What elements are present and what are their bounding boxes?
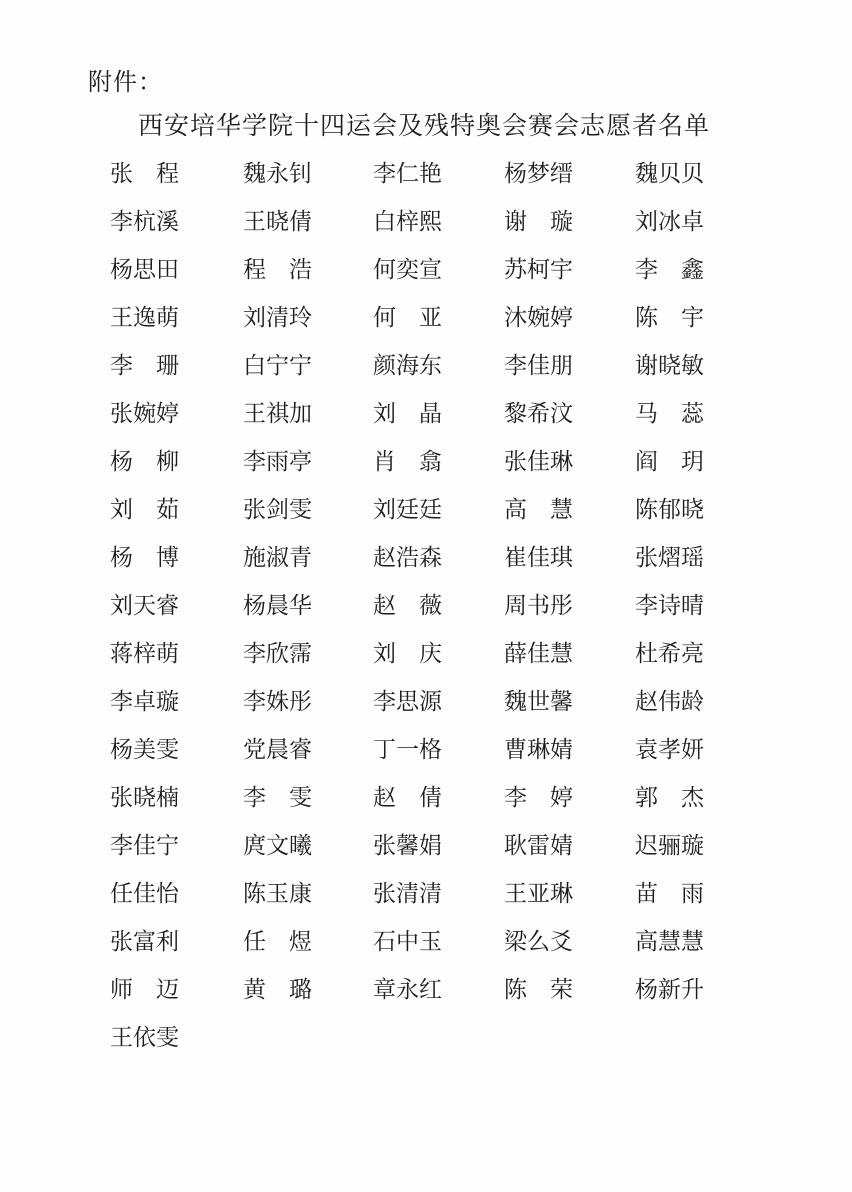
volunteer-name: 刘廷廷 xyxy=(373,497,442,523)
volunteer-name: 周书彤 xyxy=(504,593,573,619)
volunteer-name: 杨晨华 xyxy=(243,593,312,619)
volunteer-name: 高慧慧 xyxy=(635,929,704,955)
name-row xyxy=(110,1014,730,1062)
volunteer-name: 李思源 xyxy=(373,689,442,715)
volunteer-name: 刘 晶 xyxy=(373,401,442,427)
volunteer-name: 王祺加 xyxy=(243,401,312,427)
volunteer-name: 李杭溪 xyxy=(110,209,179,235)
volunteer-name: 苗 雨 xyxy=(635,881,704,907)
volunteer-name: 阎 玥 xyxy=(635,449,704,475)
volunteer-name: 刘冰卓 xyxy=(635,209,704,235)
volunteer-name: 任 煜 xyxy=(243,929,312,955)
document-title: 西安培华学院十四运会及残特奥会赛会志愿者名单 xyxy=(138,111,711,140)
name-row xyxy=(110,390,730,438)
volunteer-name: 刘 庆 xyxy=(373,641,442,667)
name-row xyxy=(110,246,730,294)
volunteer-name: 张 程 xyxy=(110,161,179,187)
name-row xyxy=(110,534,730,582)
volunteer-name: 李欣霈 xyxy=(243,641,312,667)
name-row xyxy=(110,966,730,1014)
volunteer-name: 魏世馨 xyxy=(504,689,573,715)
volunteer-name: 李 珊 xyxy=(110,353,179,379)
volunteer-name: 耿雷婧 xyxy=(504,833,573,859)
volunteer-name: 李仁艳 xyxy=(373,161,442,187)
volunteer-name: 赵 薇 xyxy=(373,593,442,619)
volunteer-name: 施淑青 xyxy=(243,545,312,571)
name-row xyxy=(110,150,730,198)
volunteer-name: 陈 宇 xyxy=(635,305,704,331)
name-row xyxy=(110,630,730,678)
volunteer-name: 刘清玲 xyxy=(243,305,312,331)
volunteer-name: 杨 柳 xyxy=(110,449,179,475)
name-row xyxy=(110,582,730,630)
volunteer-name: 张剑雯 xyxy=(243,497,312,523)
volunteer-name: 何 亚 xyxy=(373,305,442,331)
volunteer-name: 张富利 xyxy=(110,929,179,955)
volunteer-name: 肖 翕 xyxy=(373,449,442,475)
volunteer-name: 马 蕊 xyxy=(635,401,704,427)
volunteer-name: 李 鑫 xyxy=(635,257,704,283)
volunteer-name: 薛佳慧 xyxy=(504,641,573,667)
volunteer-name: 赵 倩 xyxy=(373,785,442,811)
volunteer-name: 王亚琳 xyxy=(504,881,573,907)
volunteer-name: 何奕宣 xyxy=(373,257,442,283)
volunteer-name: 杨梦缙 xyxy=(504,161,573,187)
volunteer-name: 杜希亮 xyxy=(635,641,704,667)
volunteer-name: 刘天睿 xyxy=(110,593,179,619)
volunteer-name: 魏贝贝 xyxy=(635,161,704,187)
name-row xyxy=(110,438,730,486)
name-row xyxy=(110,342,730,390)
volunteer-name: 沐婉婷 xyxy=(504,305,573,331)
volunteer-name: 迟骊璇 xyxy=(635,833,704,859)
volunteer-name: 张馨娟 xyxy=(373,833,442,859)
volunteer-name: 赵伟龄 xyxy=(635,689,704,715)
name-row xyxy=(110,822,730,870)
attachment-label: 附件： xyxy=(88,68,163,96)
volunteer-name: 赵浩森 xyxy=(373,545,442,571)
volunteer-name: 石中玉 xyxy=(373,929,442,955)
volunteer-name: 李 婷 xyxy=(504,785,573,811)
volunteer-name: 王依雯 xyxy=(110,1025,179,1051)
volunteer-name: 李雨亭 xyxy=(243,449,312,475)
volunteer-name: 杨新升 xyxy=(635,977,704,1003)
name-row xyxy=(110,198,730,246)
volunteer-name: 张熠瑶 xyxy=(635,545,704,571)
volunteer-name: 陈 荣 xyxy=(504,977,573,1003)
volunteer-name: 袁孝妍 xyxy=(635,737,704,763)
volunteer-name: 李 雯 xyxy=(243,785,312,811)
volunteer-name: 杨 博 xyxy=(110,545,179,571)
volunteer-name: 张佳琳 xyxy=(504,449,573,475)
name-row xyxy=(110,870,730,918)
volunteer-name: 李佳宁 xyxy=(110,833,179,859)
volunteer-name: 李佳朋 xyxy=(504,353,573,379)
volunteer-name: 高 慧 xyxy=(504,497,573,523)
volunteer-name: 刘 茹 xyxy=(110,497,179,523)
volunteer-name: 黎希汶 xyxy=(504,401,573,427)
volunteer-name: 张晓楠 xyxy=(110,785,179,811)
volunteer-name: 曹琳婧 xyxy=(504,737,573,763)
volunteer-name: 魏永钊 xyxy=(243,161,312,187)
volunteer-name: 白宁宁 xyxy=(243,353,312,379)
volunteer-name: 章永红 xyxy=(373,977,442,1003)
name-row xyxy=(110,774,730,822)
name-row xyxy=(110,486,730,534)
volunteer-name-list xyxy=(110,150,730,1062)
volunteer-name: 庹文曦 xyxy=(243,833,312,859)
volunteer-name: 党晨睿 xyxy=(243,737,312,763)
volunteer-name: 张婉婷 xyxy=(110,401,179,427)
volunteer-name: 陈郁晓 xyxy=(635,497,704,523)
volunteer-name: 杨思田 xyxy=(110,257,179,283)
volunteer-name: 丁一格 xyxy=(373,737,442,763)
volunteer-name: 苏柯宇 xyxy=(504,257,573,283)
name-row xyxy=(110,294,730,342)
volunteer-name: 蒋梓萌 xyxy=(110,641,179,667)
name-row xyxy=(110,678,730,726)
name-row xyxy=(110,918,730,966)
volunteer-name: 谢晓敏 xyxy=(635,353,704,379)
volunteer-name: 谢 璇 xyxy=(504,209,573,235)
volunteer-name: 崔佳琪 xyxy=(504,545,573,571)
volunteer-name: 陈玉康 xyxy=(243,881,312,907)
volunteer-name: 黄 璐 xyxy=(243,977,312,1003)
volunteer-name: 梁么爻 xyxy=(504,929,573,955)
volunteer-name: 程 浩 xyxy=(243,257,312,283)
volunteer-name: 郭 杰 xyxy=(635,785,704,811)
volunteer-name: 任佳怡 xyxy=(110,881,179,907)
volunteer-name: 王逸萌 xyxy=(110,305,179,331)
volunteer-name: 师 迈 xyxy=(110,977,179,1003)
volunteer-name: 张清清 xyxy=(373,881,442,907)
name-row xyxy=(110,726,730,774)
volunteer-name: 颜海东 xyxy=(373,353,442,379)
volunteer-name: 白梓熙 xyxy=(373,209,442,235)
volunteer-name: 王晓倩 xyxy=(243,209,312,235)
volunteer-name: 李卓璇 xyxy=(110,689,179,715)
volunteer-name: 李诗晴 xyxy=(635,593,704,619)
volunteer-name: 杨美雯 xyxy=(110,737,179,763)
volunteer-name: 李姝彤 xyxy=(243,689,312,715)
